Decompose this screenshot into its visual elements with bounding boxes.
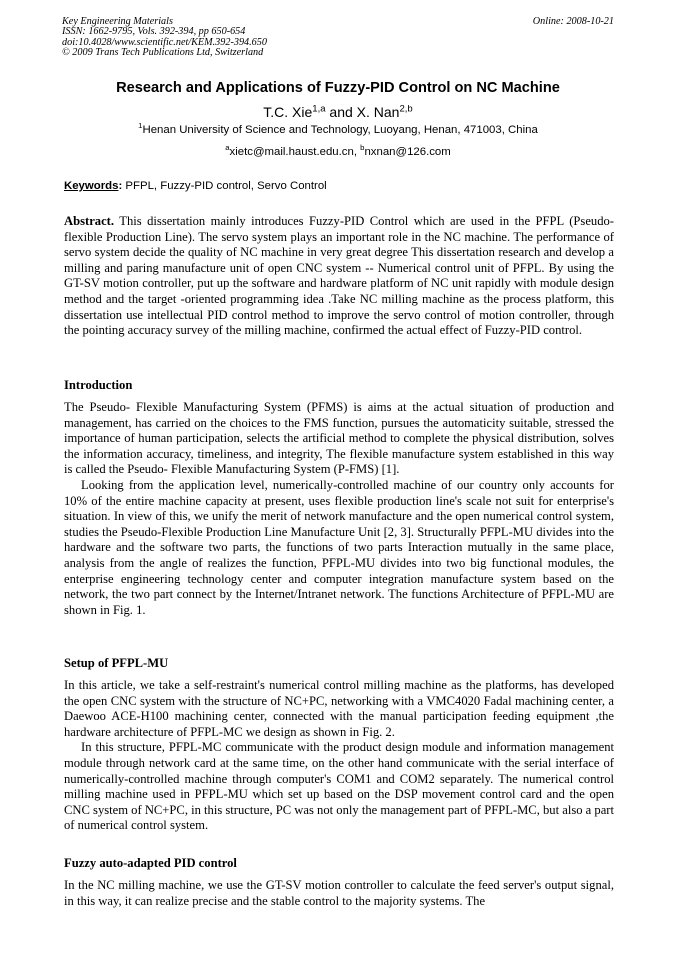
email-a: xietc@mail.haust.edu.cn [229, 146, 354, 158]
paragraph: In the NC milling machine, we use the GT-SV motion controller to calculate the feed server's output signal, in this way, it can realize precise and the stable control to the majority systems. The [64, 878, 614, 908]
keywords-text: PFPL, Fuzzy-PID control, Servo Control [122, 180, 327, 192]
email-line [62, 143, 614, 158]
section-heading-setup: Setup of PFPL-MU [64, 656, 169, 670]
author-2-sup: 2,b [399, 103, 413, 115]
author-1-sup: 1,a [312, 103, 326, 115]
online-date: Online: 2008-10-21 [532, 16, 614, 27]
journal-name: Key Engineering Materials [62, 16, 173, 27]
paragraph: In this article, we take a self-restraint's numerical control milling machine as the platforms, has developed the open CNC system with the structure of NC+PC, networking with a VMC4020 Fadal machining center, a Daewoo ACE-H100 machining center, connected with the manual participation feeding equipment ,the hardware architecture of PFPL-MC we design as shown in Fig. 2. [64, 678, 614, 739]
issn-line: ISSN: 1662-9795, Vols. 392-394, pp 650-654 [62, 26, 246, 38]
setup-body [64, 678, 614, 834]
abstract-label: Abstract. [64, 214, 115, 228]
keywords-line [64, 180, 616, 192]
fuzzy-pid-body [64, 878, 614, 909]
author-1-name: T.C. Xie [263, 104, 313, 120]
email-b-sup: b [360, 143, 365, 153]
journal-header [62, 17, 618, 59]
affiliation-text: Henan University of Science and Technology, Luoyang, Henan, 471003, China [142, 124, 538, 136]
author-conjunction: and [325, 104, 357, 120]
affiliation-sup: 1 [138, 121, 143, 131]
email-b: nxnan@126.com [364, 146, 451, 158]
doi-line: doi:10.4028/www.scientific.net/KEM.392-394.650 [62, 36, 267, 48]
section-heading-introduction: Introduction [64, 378, 133, 392]
paragraph: Looking from the application level, numerically-controlled machine of our country only accounts for 10% of the entire machine capacity at present, uses flexible production line's scale not suit for enterprise's situation. In view of this, we unify the merit of network manufacture and the open numerical control system, studies the Pseudo-Flexible Production Line Manufacture Unit [2, 3]. Structurally PFPL-MU divides into the hardware and the software two parts, the functions of two parts Interaction mutually in the same place, analysis from the angle of realizes the function, PFPL-MU divides into two big functional modules, the enterprise engineering technology center and computer integration manufacture system based on the network, the two part connect by the Internet/Intranet network. The functions Architecture of PFPL-MU are shown in Fig. 1. [64, 477, 614, 617]
introduction-body [64, 400, 614, 618]
abstract-text: This dissertation mainly introduces Fuzzy-PID Control which are used in the PFPL (Pseudo-flexible Production Line). The servo system plays an important role in the NC machine. The performance of servo system decide the quality of NC machine in very great degree This dissertation research and develop a milling and paring manufacture unit of open CNC system -- Numerical control unit of PFPL. By using the GT-SV motion controller, put up the software and hardware platform of NC unit rapidly with module design method and the target -oriented programming idea .Take NC milling machine as the process platform, this dissertation use intellectual PID control method to improve the servo control of motion controller, through the pointing accuracy survey of the milling machine, confirmed the actual effect of Fuzzy-PID control. [64, 214, 614, 338]
author-line [62, 104, 614, 120]
email-separator: , [353, 146, 361, 158]
keywords-colon: : [118, 180, 123, 192]
abstract-block [64, 214, 614, 339]
paragraph: In this structure, PFPL-MC communicate with the product design module and information management module through network card at the same time, on the other hand communicate with the serial interface of numerically-controlled machine through computer's COM1 and COM2 separately. The numerical control milling machine used in PFPL-MU which set up based on the DSP movement control card and the open CNC system of NC+PC, in this structure, PC was not only the management part of PFPL-MC, but also a part of numerical control system. [64, 740, 614, 833]
keywords-label: Keywords [64, 180, 119, 192]
section-heading-fuzzy-pid: Fuzzy auto-adapted PID control [64, 856, 237, 870]
affiliation-line [62, 121, 614, 136]
author-2-name: X. Nan [356, 104, 400, 120]
email-a-sup: a [225, 143, 230, 153]
paragraph: The Pseudo- Flexible Manufacturing System (PFMS) is aims at the actual situation of production and management, has carried on the choices to the FMS function, pursues the automaticity suitable, stressed the importance of human participation, selects the artificial method to complete the physical distribution, solves the information accuracy, timeliness, and integrity, The flexible manufacture system established in this way is called the Pseudo- Flexible Manufacturing System (P-FMS) [1]. [64, 400, 614, 477]
paper-title: Research and Applications of Fuzzy-PID Control on NC Machine [116, 80, 560, 96]
copyright-line: © 2009 Trans Tech Publications Ltd, Switzerland [62, 47, 264, 59]
